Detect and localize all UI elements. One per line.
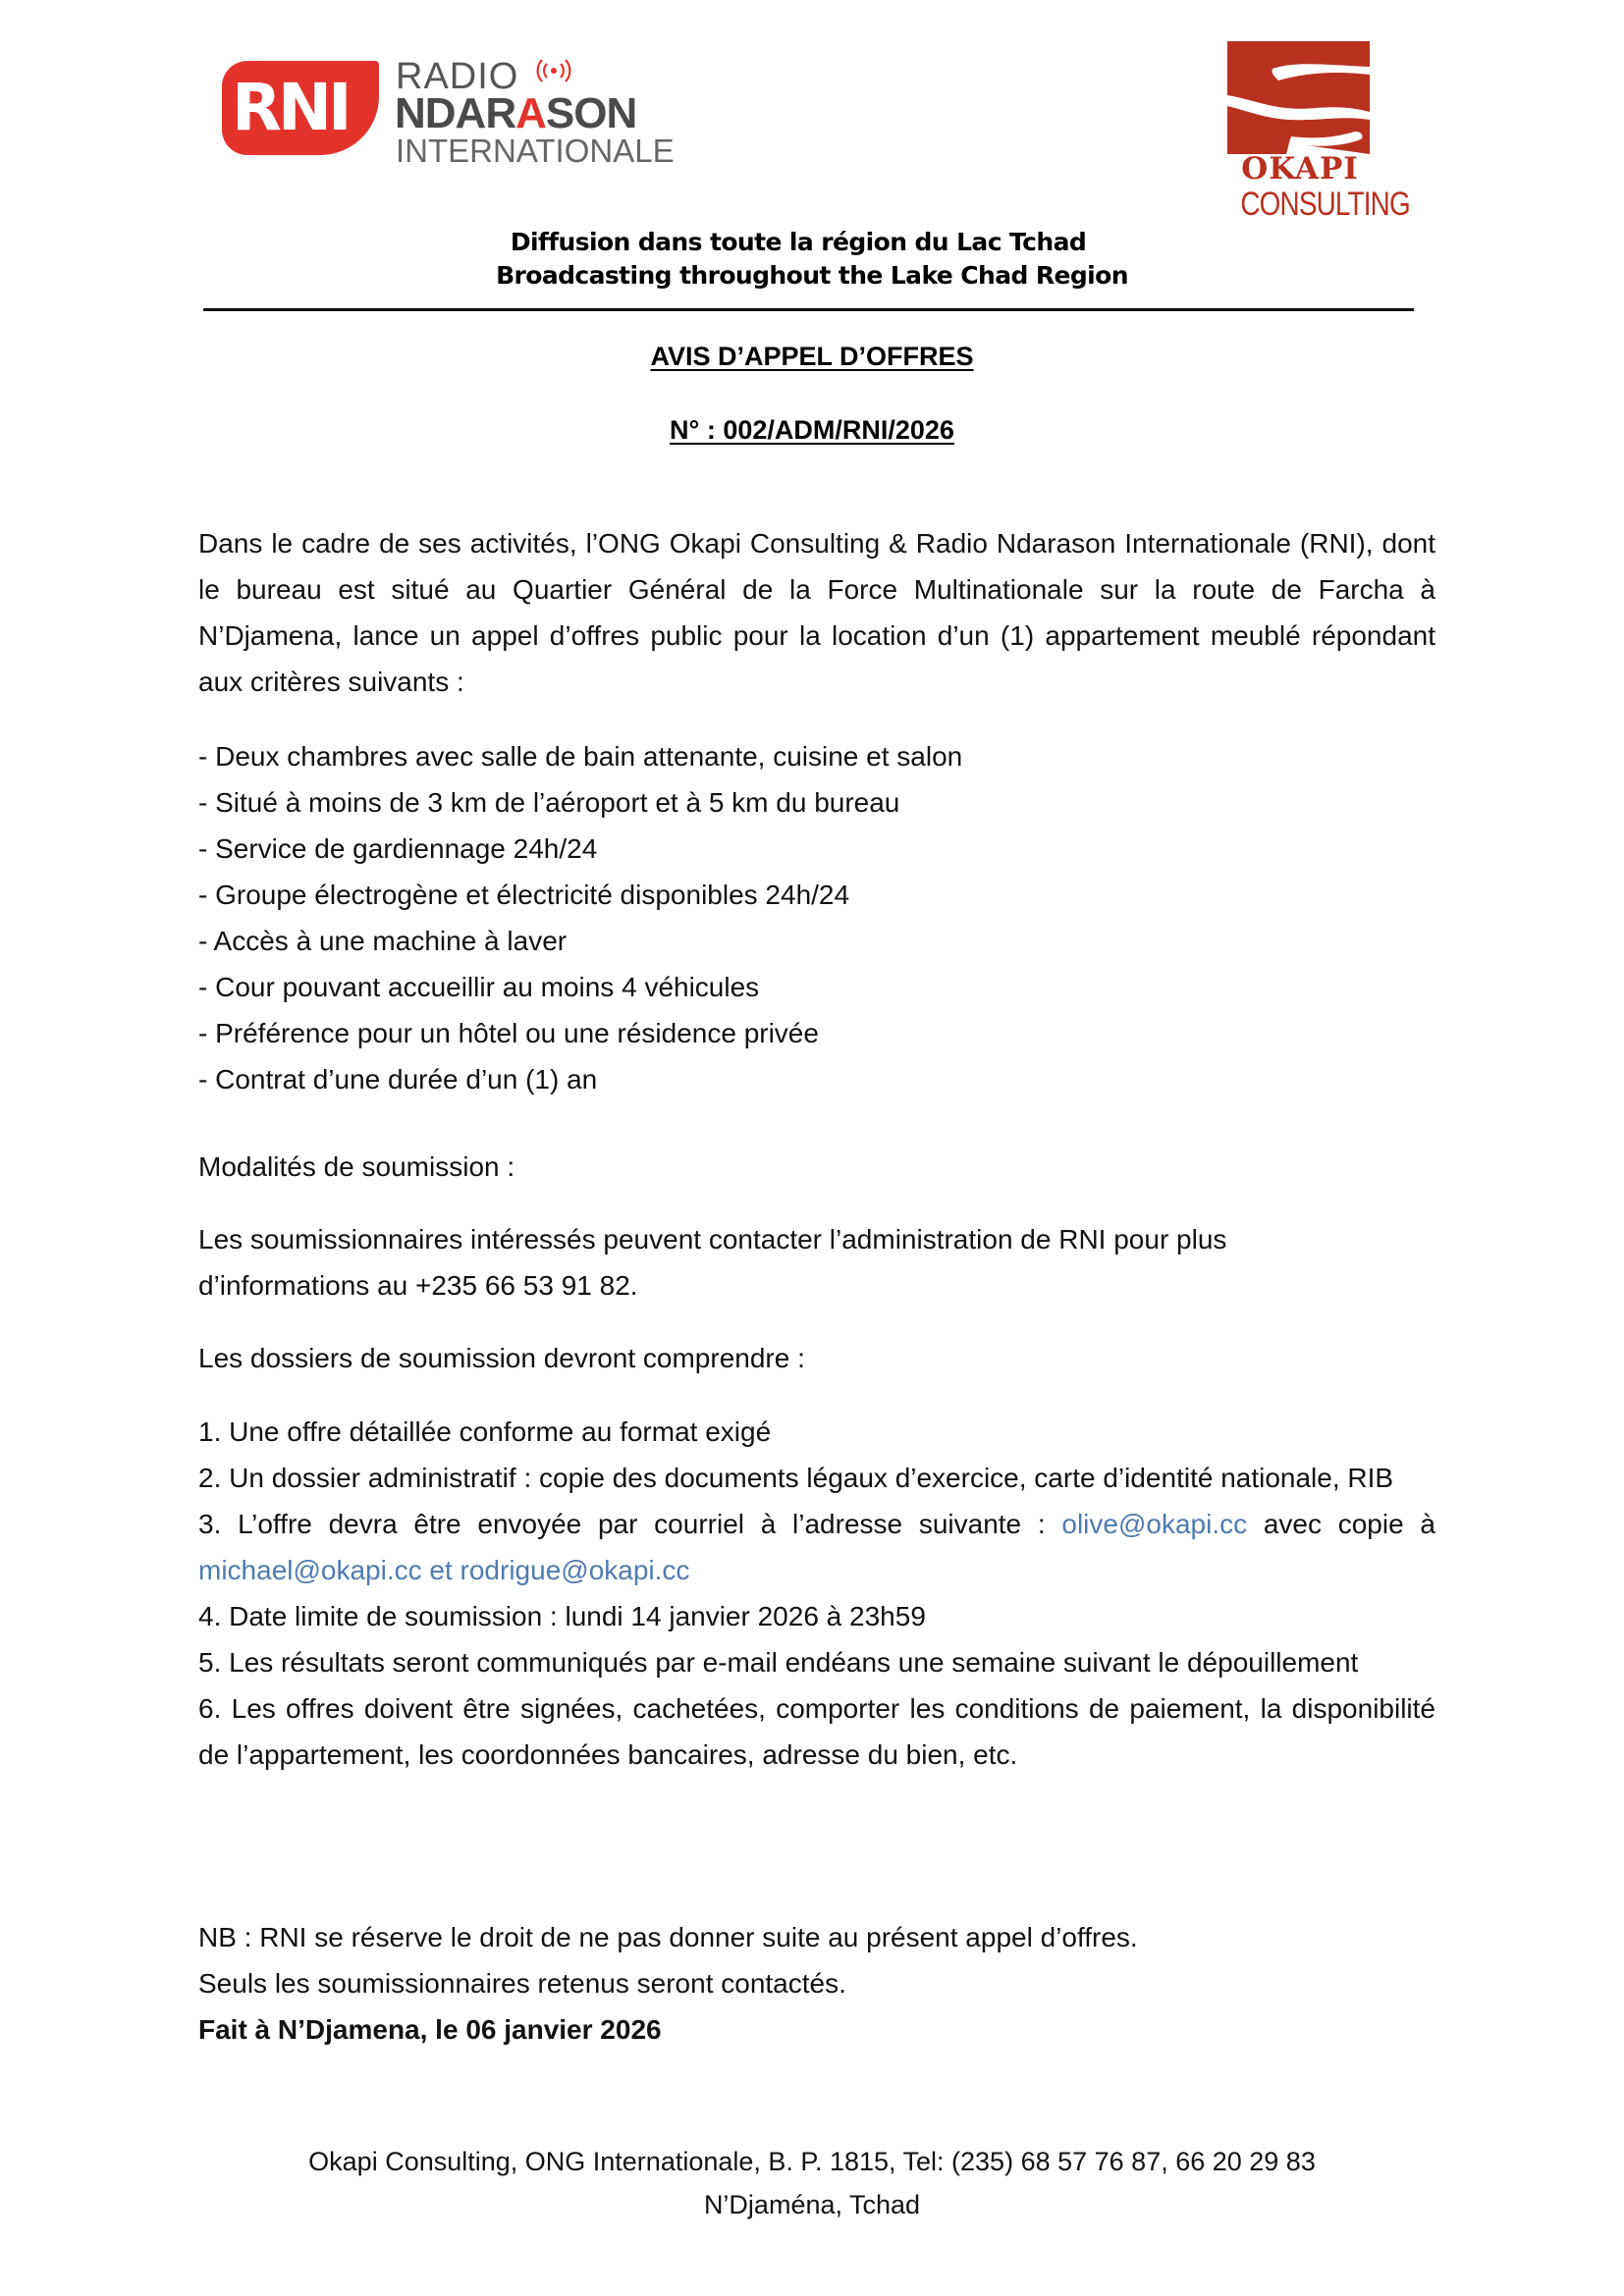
criteria-item: - Contrat d’une durée d’un (1) an bbox=[198, 1064, 598, 1095]
tagline-french: Diffusion dans toute la région du Lac Tchad bbox=[510, 228, 1087, 256]
tagline-english: Broadcasting throughout the Lake Chad Region bbox=[496, 261, 1128, 290]
submission-item-3 bbox=[198, 1501, 1435, 1593]
criteria-item: - Service de gardiennage 24h/24 bbox=[198, 833, 598, 864]
okapi-logo bbox=[1227, 41, 1410, 233]
submission-item-1: 1. Une offre détaillée conforme au format exigé bbox=[198, 1416, 772, 1447]
criteria-list bbox=[198, 733, 1435, 1102]
contacted-note: Seuls les soumissionnaires retenus seront contactés. bbox=[198, 1968, 846, 1999]
rni-badge-text: RNI bbox=[232, 70, 349, 145]
submission-item-6: 6. Les offres doivent être signées, cachetées, comporter les conditions de paiement, la disponibilité de l’appartement, les coordonnées bancaires, adresse du bien, etc. bbox=[198, 1693, 1435, 1770]
submission-item-3-middle: avec copie à bbox=[1247, 1509, 1435, 1539]
intro-paragraph: Dans le cadre de ses activités, l’ONG Okapi Consulting & Radio Ndarason Internationale (RNI), dont le bureau est situé au Quartier Général de la Force Multinationale sur la route de Farcha à N’Djamena, lance un appel d’offres public pour la location d’un (1) appartement meublé répondant aux critères suivants : bbox=[198, 528, 1435, 697]
dossiers-heading: Les dossiers de soumission devront comprendre : bbox=[198, 1343, 805, 1373]
rni-logo-radio: RADIO bbox=[396, 56, 519, 97]
criteria-item: - Groupe électrogène et électricité disponibles 24h/24 bbox=[198, 880, 850, 910]
reference-number: N° : 002/ADM/RNI/2026 bbox=[670, 415, 954, 445]
document-title: AVIS D’APPEL D’OFFRES bbox=[650, 342, 974, 371]
footer-address: Okapi Consulting, ONG Internationale, B. P. 1815, Tel: (235) 68 57 76 87, 66 20 29 83 bbox=[308, 2147, 1316, 2176]
submission-item-5: 5. Les résultats seront communiqués par e-mail endéans une semaine suivant le dépouillement bbox=[198, 1647, 1359, 1678]
footer-city: N’Djaména, Tchad bbox=[703, 2190, 921, 2219]
submission-item-2: 2. Un dossier administratif : copie des documents légaux d’exercice, carte d’identité nationale, RIB bbox=[198, 1463, 1394, 1493]
submission-item-3-text: 3. L’offre devra être envoyée par courriel à l’adresse suivante : bbox=[198, 1509, 1062, 1539]
notes bbox=[198, 1914, 1435, 2006]
rni-logo-son: SON bbox=[545, 89, 637, 137]
submission-item-4: 4. Date limite de soumission : lundi 14 janvier 2026 à 23h59 bbox=[198, 1601, 926, 1631]
criteria-item: - Deux chambres avec salle de bain attenante, cuisine et salon bbox=[198, 741, 963, 772]
criteria-item: - Accès à une machine à laver bbox=[198, 926, 568, 956]
signed-place-date: Fait à N’Djamena, le 06 janvier 2026 bbox=[198, 2014, 662, 2045]
rni-logo-internationale: INTERNATIONALE bbox=[396, 133, 675, 169]
header-divider bbox=[203, 308, 1414, 311]
rni-logo-ndarason bbox=[395, 90, 636, 137]
email-link-olive[interactable]: olive@okapi.cc bbox=[1061, 1509, 1248, 1539]
okapi-stripes-icon bbox=[1227, 41, 1370, 154]
submission-items bbox=[198, 1409, 1435, 1778]
nb-note: NB : RNI se réserve le droit de ne pas donner suite au présent appel d’offres. bbox=[198, 1922, 1138, 1952]
rni-logo bbox=[222, 56, 675, 169]
criteria-item: - Préférence pour un hôtel ou une résidence privée bbox=[198, 1018, 819, 1048]
contact-paragraph: Les soumissionnaires intéressés peuvent contacter l’administration de RNI pour plus d’informations au +235 66 53 91 82. bbox=[198, 1224, 1227, 1301]
footer bbox=[0, 2140, 1624, 2226]
rni-badge bbox=[222, 61, 379, 155]
okapi-logo-consulting: CONSULTING bbox=[1240, 186, 1410, 223]
broadcast-antenna-icon bbox=[536, 59, 571, 86]
okapi-logo-name: OKAPI bbox=[1241, 151, 1359, 187]
criteria-item: - Situé à moins de 3 km de l’aéroport et à 5 km du bureau bbox=[198, 787, 900, 818]
rni-logo-ndar: NDAR bbox=[395, 89, 516, 137]
rni-logo-antenna-letter: A bbox=[515, 89, 546, 137]
modalities-heading: Modalités de soumission : bbox=[198, 1151, 515, 1182]
email-links-copy[interactable]: michael@okapi.cc et rodrigue@okapi.cc bbox=[198, 1555, 690, 1585]
criteria-item: - Cour pouvant accueillir au moins 4 véhicules bbox=[198, 972, 760, 1002]
